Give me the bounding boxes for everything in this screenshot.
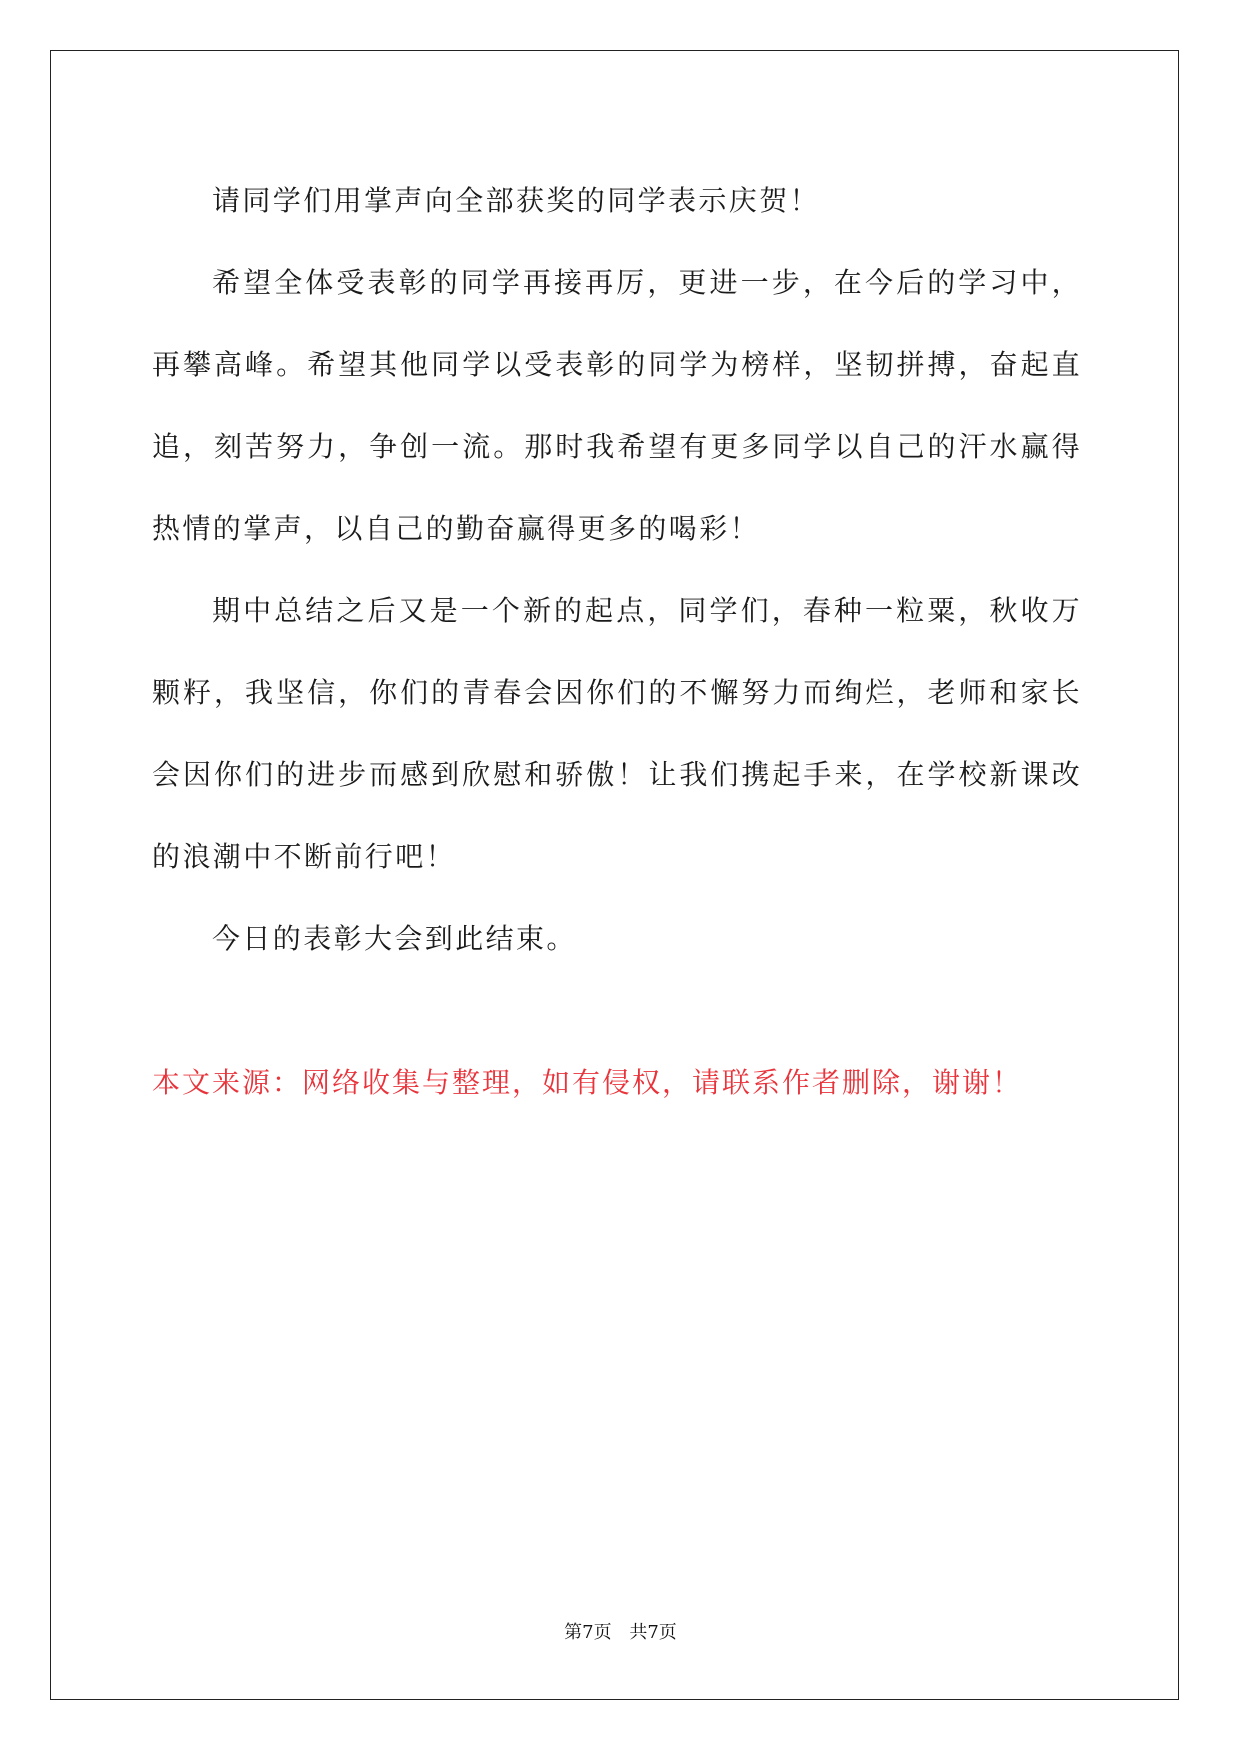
paragraph-closing: 今日的表彰大会到此结束。: [212, 922, 577, 955]
document-body: [152, 160, 1082, 1124]
page-total: 共7页: [629, 1622, 677, 1643]
page-footer: [0, 1618, 1241, 1644]
source-note: 本文来源：网络收集与整理，如有侵权，请联系作者删除，谢谢！: [152, 1066, 1023, 1099]
paragraph-new-start: 期中总结之后又是一个新的起点，同学们，春种一粒粟，秋收万颗籽，我坚信，你们的青春会因你们的不懈努力而绚烂，老师和家长会因你们的进步而感到欣慰和骄傲！让我们携起手来，在学校新课改的浪潮中不断前行吧！: [152, 594, 1082, 873]
page-number: 第7页: [564, 1622, 612, 1643]
paragraph-hope: 希望全体受表彰的同学再接再厉，更进一步，在今后的学习中，再攀高峰。希望其他同学以受表彰的同学为榜样，坚韧拼搏，奋起直追，刻苦努力，争创一流。那时我希望有更多同学以自己的汗水赢得热情的掌声，以自己的勤奋赢得更多的喝彩！: [152, 266, 1082, 545]
paragraph-congratulations: 请同学们用掌声向全部获奖的同学表示庆贺！: [212, 184, 821, 217]
